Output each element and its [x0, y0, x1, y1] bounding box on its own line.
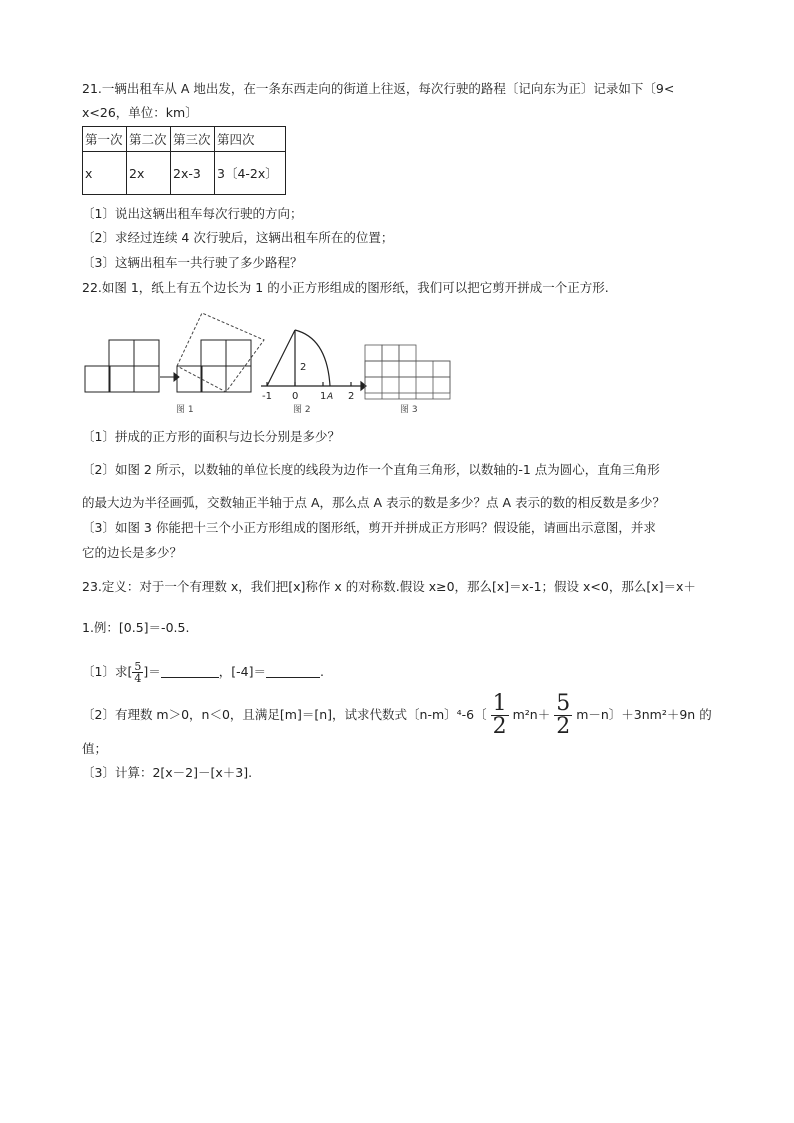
q23-sub1-end: . [319, 664, 324, 679]
q21-line2: x<26，单位：km〕 [82, 105, 198, 120]
q22-intro: 22.如图 1，纸上有五个边长为 1 的小正方形组成的图形纸，我们可以把它剪开拼成一个正方形. [82, 280, 609, 295]
q23-sub1-mid2: ，[-4]＝ [218, 664, 266, 679]
q23-sub2-prefix: 〔2〕有理数 m＞0，n＜0，且满足[m]＝[n]，试求代数式〔n-m〕⁴-6〔 [82, 707, 487, 722]
q22-sub2-b: 的最大边为半径画弧，交数轴正半轴于点 A，那么点 A 表示的数是多少？点 A 表示的数的相反数是多少？ [82, 495, 666, 510]
table-cell: x [83, 152, 127, 195]
table-cell: 2x-3 [171, 152, 215, 195]
fraction-numerator: 1 [492, 691, 507, 716]
figure-3 [360, 340, 456, 417]
figure-3-caption: 图 3 [400, 405, 418, 415]
q22-sub3-a: 〔3〕如图 3 你能把十三个小正方形组成的图形纸，剪开并拼成正方形吗？假设能，请画出示意图，并求 [82, 520, 656, 535]
table-header-cell: 第三次 [171, 127, 215, 152]
figure-2 [257, 320, 367, 417]
figure-2-point-a: A [327, 392, 334, 402]
q23-sub1-mid: ]＝ [143, 664, 161, 679]
q21-sub3: 〔3〕这辆出租车一共行驶了多少路程？ [82, 255, 303, 270]
figure-1 [80, 305, 270, 417]
q22-sub2-a: 〔2〕如图 2 所示，以数轴的单位长度的线段为边作一个直角三角形，以数轴的-1 点为圆心，直角三角形 [82, 462, 660, 477]
table-cell: 3〔4-2x〕 [215, 152, 286, 195]
q21-line1: 21.一辆出租车从 A 地出发，在一条东西走向的街道上往返，每次行驶的路程〔记向东为正〕记录如下〔9< [82, 81, 675, 96]
q21-sub1: 〔1〕说出这辆出租车每次行驶的方向； [82, 206, 303, 221]
q21-sub2: 〔2〕求经过连续 4 次行驶后，这辆出租车所在的位置； [82, 230, 394, 245]
q23-sub2-mid1: m²n＋ [512, 707, 551, 722]
q22-sub1: 〔1〕拼成的正方形的面积与边长分别是多少？ [82, 429, 340, 444]
answer-blank-2[interactable] [266, 663, 320, 678]
figure-2-tick-minus1: -1 [262, 391, 272, 402]
fraction-denominator: 2 [556, 714, 571, 739]
figure-2-tick-0: 0 [292, 391, 299, 402]
fraction-denominator: 2 [492, 714, 507, 739]
q23-sub2 [82, 693, 712, 738]
figure-2-caption: 图 2 [293, 405, 311, 415]
answer-blank-1[interactable] [161, 663, 219, 678]
q21-record-table [82, 126, 286, 195]
figure-1-caption: 图 1 [176, 405, 194, 415]
q22-sub3-b: 它的边长是多少？ [82, 545, 183, 560]
fraction-5-2 [554, 693, 572, 738]
fraction-numerator: 5 [556, 691, 571, 716]
figure-2-height-label: 2 [300, 362, 307, 373]
figure-2-tick-1: 1 [320, 391, 327, 402]
figure-2-tick-2: 2 [348, 391, 355, 402]
q23-sub1 [82, 656, 324, 688]
q23-line1: 23.定义：对于一个有理数 x，我们把[x]称作 x 的对称数.假设 x≥0，那么[x]＝x-1；假设 x<0，那么[x]＝x＋ [82, 579, 696, 594]
q23-sub2-line2: 值； [82, 741, 108, 756]
table-header-cell: 第四次 [215, 127, 286, 152]
q23-sub2-mid2: m－n〕＋3nm²＋9n 的 [576, 707, 712, 722]
fraction-5-4 [132, 661, 143, 684]
q23-line2: 1.例：[0.5]＝-0.5. [82, 620, 190, 635]
fraction-denominator: 4 [134, 672, 142, 685]
fraction-numerator: 5 [134, 660, 142, 673]
q23-sub3: 〔3〕计算：2[x－2]－[x＋3]. [82, 765, 253, 780]
q23-sub1-prefix: 〔1〕求[ [82, 664, 133, 679]
table-header-cell: 第一次 [83, 127, 127, 152]
table-cell: 2x [127, 152, 171, 195]
fraction-1-2 [491, 693, 509, 738]
table-header-cell: 第二次 [127, 127, 171, 152]
